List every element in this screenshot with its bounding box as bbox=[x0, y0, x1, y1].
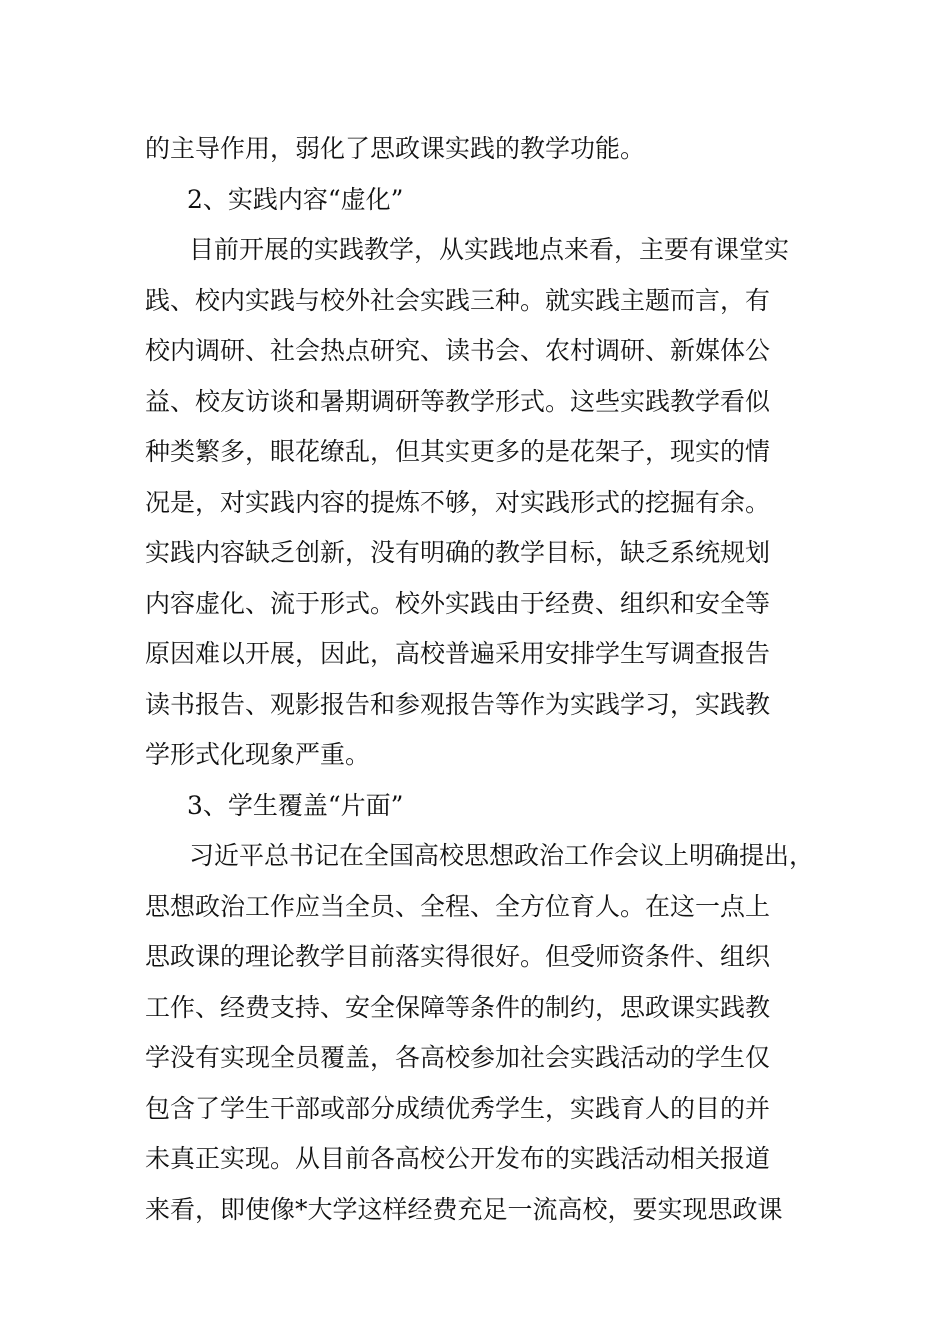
paragraph-line: 践、校内实践与校外社会实践三种。就实践主题而言，有 bbox=[145, 285, 771, 315]
paragraph-line: 的主导作用，弱化了思政课实践的教学功能。 bbox=[145, 134, 646, 163]
paragraph-line: 思想政治工作应当全员、全程、全方位育人。在这一点上 bbox=[145, 891, 771, 921]
paragraph-line: 思政课的理论教学目前落实得很好。但受师资条件、组织 bbox=[145, 942, 771, 971]
paragraph-line: 包含了学生干部或部分成绩优秀学生，实践育人的目的并 bbox=[145, 1093, 771, 1123]
paragraph-line: 学没有实现全员覆盖，各高校参加社会实践活动的学生仅 bbox=[145, 1043, 771, 1072]
paragraph-line: 况是，对实践内容的提炼不够，对实践形式的挖掘有余。 bbox=[145, 487, 771, 517]
paragraph-line: 原因难以开展，因此，高校普遍采用安排学生写调查报告 bbox=[145, 639, 771, 668]
paragraph-line: 目前开展的实践教学，从实践地点来看，主要有课堂实 bbox=[189, 235, 790, 264]
paragraph-line: 习近平总书记在全国高校思想政治工作会议上明确提出， bbox=[189, 841, 815, 870]
paragraph-line: 种类繁多，眼花缭乱，但其实更多的是花架子，现实的情 bbox=[145, 437, 771, 466]
paragraph-line: 实践内容缺乏创新，没有明确的教学目标，缺乏系统规划 bbox=[145, 538, 771, 567]
section-heading-3: 3、学生覆盖“片面” bbox=[187, 790, 404, 820]
paragraph-line: 益、校友访谈和暑期调研等教学形式。这些实践教学看似 bbox=[145, 386, 771, 416]
paragraph-line: 学形式化现象严重。 bbox=[145, 740, 371, 769]
paragraph-line: 来看，即使像*大学这样经费充足一流高校，要实现思政课 bbox=[145, 1194, 783, 1224]
paragraph-line: 读书报告、观影报告和参观报告等作为实践学习，实践教 bbox=[145, 689, 771, 719]
section-heading-2: 2、实践内容“虚化” bbox=[187, 184, 404, 214]
paragraph-line: 校内调研、社会热点研究、读书会、农村调研、新媒体公 bbox=[145, 336, 771, 365]
paragraph-line: 工作、经费支持、安全保障等条件的制约，思政课实践教 bbox=[145, 992, 771, 1022]
paragraph-line: 内容虚化、流于形式。校外实践由于经费、组织和安全等 bbox=[145, 588, 771, 618]
paragraph-line: 未真正实现。从目前各高校公开发布的实践活动相关报道 bbox=[145, 1144, 771, 1173]
document-body bbox=[145, 124, 835, 1235]
